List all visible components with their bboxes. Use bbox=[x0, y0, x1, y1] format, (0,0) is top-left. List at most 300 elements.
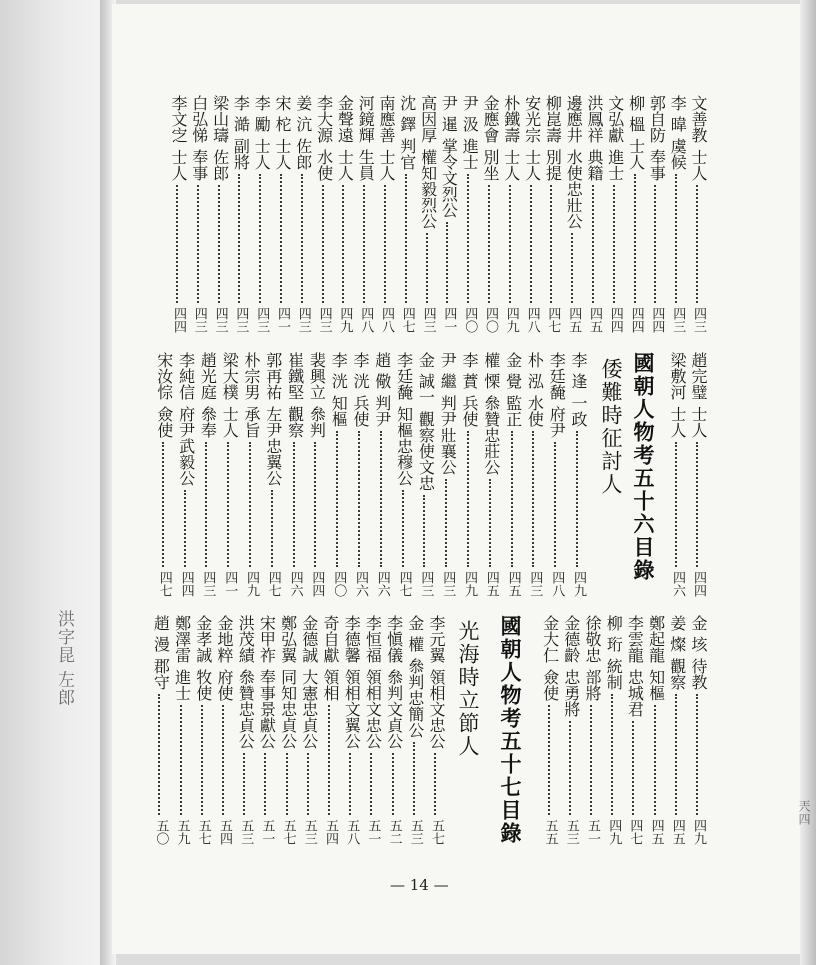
entry-title: 士人 bbox=[377, 149, 396, 181]
dot-leader bbox=[342, 185, 346, 303]
entry-page: 四五 bbox=[505, 571, 521, 597]
dot-leader bbox=[509, 185, 513, 303]
entry-page: 五二 bbox=[386, 819, 402, 845]
dot-leader bbox=[592, 185, 596, 303]
entry-name: 李 洸 bbox=[329, 352, 349, 390]
dot-leader bbox=[654, 705, 658, 815]
entry-title: 領相文忠公 bbox=[427, 669, 446, 749]
subheading-war-campaigners: 倭難時征討人 bbox=[599, 358, 623, 496]
toc-entry bbox=[239, 352, 263, 597]
entry-page: 四七 bbox=[627, 819, 643, 845]
entry-page: 四九 bbox=[571, 571, 586, 597]
entry-title: 水使忠壯公 bbox=[564, 149, 584, 229]
entry-page: 四三 bbox=[254, 307, 270, 333]
entry-name: 李純信 bbox=[176, 352, 196, 400]
dot-leader bbox=[205, 442, 209, 567]
entry-name: 朴 泓 bbox=[525, 352, 545, 390]
entry-page: 四五 bbox=[566, 307, 582, 333]
entry-name: 金 誠一 bbox=[416, 352, 436, 406]
entry-page: 四七 bbox=[265, 571, 281, 597]
entry-name: 郭自防 bbox=[647, 95, 667, 143]
entry-title: 監正 bbox=[503, 395, 523, 428]
entry-page: 五五 bbox=[542, 819, 558, 845]
dot-leader bbox=[696, 694, 700, 815]
heading-book-56: 國朝人物考五十六目錄 bbox=[631, 352, 655, 582]
dot-leader bbox=[634, 174, 638, 303]
entry-title: 叅判忠簡公 bbox=[405, 658, 425, 739]
entry-name: 裴興立 bbox=[307, 352, 327, 400]
dot-leader bbox=[675, 694, 679, 815]
toc-entry bbox=[152, 352, 176, 597]
entry-page: 四三 bbox=[200, 571, 216, 597]
entry-page: 五四 bbox=[217, 819, 232, 845]
dot-leader bbox=[293, 442, 297, 567]
entry-page: 四一 bbox=[222, 571, 238, 597]
entry-page: 五三 bbox=[407, 819, 423, 845]
entry-page: 四八 bbox=[524, 307, 540, 333]
entry-name: 梁敷河 bbox=[668, 352, 687, 400]
dot-leader bbox=[413, 742, 417, 815]
page-number: — 14 — bbox=[390, 876, 449, 894]
entry-page: 四三 bbox=[212, 307, 228, 333]
entry-title: 佐郎 bbox=[293, 138, 313, 171]
dot-leader bbox=[675, 174, 679, 303]
entry-page: 四七 bbox=[545, 307, 561, 333]
entry-name: 尹 暹 bbox=[439, 95, 459, 133]
entry-name: 沈 鐸 bbox=[397, 95, 417, 133]
entry-title: 一政 bbox=[569, 395, 588, 428]
entry-name: 金 權 bbox=[405, 615, 425, 653]
entry-page: 四三 bbox=[670, 307, 686, 333]
entry-title: 僉使 bbox=[154, 406, 174, 438]
entry-title: 叅奉 bbox=[198, 406, 218, 438]
entry-title: 領相 bbox=[321, 669, 340, 701]
entry-name: 柳 榲 bbox=[626, 95, 646, 133]
dot-leader bbox=[370, 753, 374, 815]
entry-name: 尹 繼 bbox=[438, 352, 458, 390]
entry-page: 四七 bbox=[399, 307, 415, 333]
entry-name: 奇自獻 bbox=[321, 615, 340, 663]
toc-entry bbox=[403, 615, 427, 845]
entry-name: 柳 珩 bbox=[604, 615, 624, 653]
dot-leader bbox=[423, 495, 427, 567]
entry-name: 李元翼 bbox=[427, 615, 446, 663]
entry-title: 士人 bbox=[335, 149, 355, 181]
entry-name: 金應會 bbox=[481, 95, 500, 143]
entry-name: 李大源 bbox=[314, 95, 334, 143]
entry-name: 宋甲祚 bbox=[257, 615, 277, 663]
entry-title: 忠勇將 bbox=[561, 669, 581, 717]
entry-name: 李 澔 bbox=[231, 95, 251, 133]
dot-leader bbox=[384, 185, 388, 303]
entry-title: 掌令文烈公 bbox=[439, 138, 459, 219]
toc-entry bbox=[580, 615, 604, 845]
entry-page: 四八 bbox=[549, 571, 565, 597]
entry-title: 典籍 bbox=[585, 149, 604, 181]
dot-leader bbox=[426, 233, 430, 303]
toc-entry bbox=[582, 95, 606, 333]
toc-entry bbox=[499, 95, 523, 333]
dot-leader bbox=[446, 222, 450, 303]
dot-leader bbox=[336, 431, 340, 567]
entry-page: 四三 bbox=[418, 571, 434, 597]
dot-leader bbox=[218, 185, 222, 303]
heading-book-57: 國朝人物考五十七目錄 bbox=[498, 615, 522, 845]
toc-entry bbox=[276, 615, 300, 845]
toc-entry bbox=[318, 615, 342, 845]
dot-leader bbox=[307, 753, 311, 815]
entry-title: 兵使 bbox=[460, 395, 479, 428]
toc-entry bbox=[479, 352, 503, 597]
subheading-gwanghae-loyalists: 光海時立節人 bbox=[456, 620, 480, 758]
entry-name: 洪茂績 bbox=[236, 615, 256, 663]
entry-title: 待教 bbox=[689, 658, 708, 691]
dot-leader bbox=[434, 753, 438, 815]
entry-title: 左尹忠翼公 bbox=[263, 406, 283, 486]
toc-entry bbox=[540, 95, 564, 333]
entry-name: 高因厚 bbox=[418, 95, 438, 143]
toc-entry bbox=[436, 95, 460, 333]
entry-page: 四七 bbox=[156, 571, 172, 597]
dot-leader bbox=[654, 185, 658, 303]
entry-title: 叅贊忠貞公 bbox=[236, 669, 256, 749]
toc-entry bbox=[644, 615, 668, 845]
entry-title: 府尹武毅公 bbox=[176, 406, 196, 486]
dot-leader bbox=[571, 233, 575, 303]
entry-name: 金德齡 bbox=[561, 615, 581, 663]
dot-leader bbox=[489, 479, 493, 567]
dot-leader bbox=[184, 490, 188, 567]
entry-page: 四四 bbox=[171, 307, 186, 333]
entry-page: 四九 bbox=[337, 307, 353, 333]
entry-name: 李 勵 bbox=[252, 95, 272, 133]
toc-entry bbox=[174, 352, 198, 597]
dot-leader bbox=[569, 721, 573, 815]
entry-name: 李 暐 bbox=[668, 95, 688, 133]
dot-leader bbox=[358, 431, 362, 567]
dot-leader bbox=[222, 705, 226, 815]
entry-title: 統制 bbox=[604, 658, 624, 691]
entry-title: 觀察使文忠 bbox=[416, 411, 436, 492]
entry-page: 四六 bbox=[374, 571, 390, 597]
dot-leader bbox=[530, 185, 534, 303]
entry-page: 四八 bbox=[379, 307, 394, 333]
entry-name: 姜 沆 bbox=[293, 95, 313, 133]
entry-title: 士人 bbox=[522, 149, 542, 181]
toc-entry bbox=[622, 615, 646, 845]
dot-leader bbox=[696, 185, 700, 303]
entry-title: 士人 bbox=[668, 406, 687, 438]
entry-title: 權知毅烈公 bbox=[418, 149, 438, 229]
entry-page: 四五 bbox=[669, 819, 685, 845]
toc-entry bbox=[228, 95, 252, 333]
dot-leader bbox=[590, 705, 594, 815]
entry-title: 叅贊忠莊公 bbox=[481, 395, 501, 476]
entry-title: 知樞 bbox=[646, 669, 666, 701]
entry-name: 李廷馣 bbox=[547, 352, 567, 400]
toc-entry bbox=[187, 95, 211, 333]
entry-name: 安光宗 bbox=[522, 95, 542, 143]
entry-name: 李愼儀 bbox=[384, 615, 404, 663]
dot-leader bbox=[550, 185, 554, 303]
toc-entry bbox=[624, 95, 648, 333]
dot-leader bbox=[271, 490, 275, 567]
dot-leader bbox=[554, 442, 558, 567]
toc-entry bbox=[254, 615, 278, 845]
entry-page: 四九 bbox=[691, 819, 706, 845]
entry-page: 四三 bbox=[191, 307, 207, 333]
toc-entry bbox=[348, 352, 372, 597]
dot-leader bbox=[264, 753, 268, 815]
entry-name: 徐敬忠 bbox=[583, 615, 602, 663]
dot-leader bbox=[392, 753, 396, 815]
entry-page: 五三 bbox=[301, 819, 317, 845]
entry-title: 士人 bbox=[626, 138, 646, 171]
entry-title: 水使 bbox=[314, 149, 334, 181]
dot-leader bbox=[301, 174, 305, 303]
toc-entry bbox=[353, 95, 377, 333]
dot-leader bbox=[162, 442, 166, 567]
entry-name: 金孝誠 bbox=[193, 615, 213, 663]
entry-name: 趙完璧 bbox=[689, 352, 708, 400]
entry-page: 四九 bbox=[606, 819, 622, 845]
toc-entry bbox=[360, 615, 384, 845]
entry-name: 金德誠 bbox=[299, 615, 319, 663]
entry-page: 四八 bbox=[358, 307, 374, 333]
dot-leader bbox=[611, 694, 615, 815]
toc-entry bbox=[520, 95, 544, 333]
dot-leader bbox=[511, 431, 515, 567]
entry-title: 判官 bbox=[397, 138, 417, 171]
toc-entry bbox=[297, 615, 321, 845]
entry-page: 四三 bbox=[440, 571, 456, 597]
entry-page: 四三 bbox=[527, 571, 543, 597]
entry-title: 叅判文貞公 bbox=[384, 669, 404, 749]
entry-name: 南應善 bbox=[377, 95, 396, 143]
entry-name: 李德馨 bbox=[342, 615, 362, 663]
entry-page: 四〇 bbox=[462, 307, 478, 333]
entry-title: 判尹 bbox=[372, 395, 392, 428]
toc-entry bbox=[270, 95, 294, 333]
entry-title: 叅判 bbox=[307, 406, 327, 438]
entry-page: 四一 bbox=[275, 307, 290, 333]
toc-entry bbox=[170, 615, 194, 845]
dot-leader bbox=[322, 185, 326, 303]
dot-leader bbox=[402, 490, 406, 567]
entry-page: 四〇 bbox=[331, 571, 347, 597]
entry-title: 副將 bbox=[231, 138, 251, 171]
toc-entry bbox=[644, 95, 668, 333]
toc-entry bbox=[457, 352, 481, 597]
entry-title: 判尹壯襄公 bbox=[438, 395, 458, 476]
entry-title: 別坐 bbox=[481, 149, 500, 181]
toc-entry bbox=[538, 615, 562, 845]
entry-page: 四六 bbox=[287, 571, 303, 597]
toc-entry bbox=[424, 615, 448, 845]
dot-leader bbox=[532, 431, 536, 567]
toc-entry bbox=[261, 352, 285, 597]
entry-name: 鄭弘翼 bbox=[278, 615, 298, 663]
entry-title: 別提 bbox=[543, 149, 563, 181]
entry-title: 府尹 bbox=[547, 406, 567, 438]
entry-title: 進士 bbox=[460, 138, 480, 171]
toc-entry bbox=[665, 95, 689, 333]
toc-entry bbox=[382, 615, 406, 845]
dot-leader bbox=[696, 442, 700, 567]
toc-entry bbox=[544, 352, 568, 597]
toc-entry bbox=[208, 95, 232, 333]
dot-leader bbox=[675, 442, 679, 567]
entry-name: 趙 漫 bbox=[151, 615, 171, 653]
dot-leader bbox=[238, 174, 242, 303]
entry-page: 五三 bbox=[563, 819, 579, 845]
entry-name: 金地粹 bbox=[215, 615, 234, 663]
entry-name: 崔鐵堅 bbox=[285, 352, 305, 400]
dot-leader bbox=[243, 753, 247, 815]
dot-leader bbox=[445, 479, 449, 567]
entry-title: 領相文翼公 bbox=[342, 669, 362, 749]
dot-leader bbox=[314, 442, 318, 567]
entry-name: 趙 儆 bbox=[372, 352, 392, 390]
entry-title: 士人 bbox=[501, 149, 521, 181]
dot-leader bbox=[249, 442, 253, 567]
entry-page: 四九 bbox=[503, 307, 519, 333]
entry-page: 四六 bbox=[670, 571, 685, 597]
entry-title: 佐郎 bbox=[210, 149, 230, 181]
entry-page: 四四 bbox=[691, 571, 706, 597]
toc-entry bbox=[478, 95, 502, 333]
entry-page: 四九 bbox=[462, 571, 477, 597]
entry-title: 觀察 bbox=[285, 406, 305, 438]
entry-name: 李雲龍 bbox=[625, 615, 645, 663]
toc-entry bbox=[332, 95, 356, 333]
toc-entry bbox=[522, 352, 546, 597]
toc-entry bbox=[283, 352, 307, 597]
entry-title: 承旨 bbox=[242, 406, 261, 438]
toc-entry bbox=[686, 615, 710, 845]
toc-entry bbox=[304, 352, 328, 597]
entry-title: 生員 bbox=[356, 149, 376, 181]
entry-page: 四四 bbox=[649, 307, 665, 333]
dot-leader bbox=[227, 442, 231, 567]
entry-title: 虞候 bbox=[668, 138, 688, 171]
dot-leader bbox=[259, 174, 263, 303]
entry-page: 五一 bbox=[259, 819, 275, 845]
entry-name: 文弘獻 bbox=[605, 95, 625, 143]
entry-name: 梁山璹 bbox=[210, 95, 230, 143]
toc-entry bbox=[686, 352, 710, 597]
entry-title: 士人 bbox=[689, 406, 708, 438]
dot-leader bbox=[197, 185, 201, 303]
entry-name: 鄭澤雷 bbox=[172, 615, 192, 663]
entry-name: 柳崑壽 bbox=[543, 95, 563, 143]
entry-title: 奉事 bbox=[189, 149, 209, 181]
entry-page: 五七 bbox=[280, 819, 296, 845]
toc-entry bbox=[233, 615, 257, 845]
toc-entry bbox=[561, 95, 585, 333]
entry-name: 尹 汲 bbox=[460, 95, 480, 133]
entry-name: 金大仁 bbox=[540, 615, 560, 663]
entry-name: 金聲遠 bbox=[335, 95, 355, 143]
entry-title: 觀察 bbox=[667, 658, 687, 691]
left-page-edge bbox=[0, 0, 112, 965]
entry-page: 四三 bbox=[233, 307, 249, 333]
entry-page: 五〇 bbox=[153, 819, 169, 845]
dot-leader bbox=[467, 431, 471, 567]
toc-entry bbox=[686, 95, 710, 333]
entry-name: 朴鐵壽 bbox=[501, 95, 521, 143]
entry-title: 僉使 bbox=[540, 669, 560, 701]
entry-title: 部將 bbox=[583, 669, 602, 701]
dot-leader bbox=[158, 694, 162, 815]
entry-name: 李恒福 bbox=[363, 615, 383, 663]
entry-page: 四五 bbox=[483, 571, 499, 597]
entry-name: 邊應井 bbox=[564, 95, 584, 143]
right-edge-bleed-text: 兲四 bbox=[797, 800, 811, 826]
toc-entry bbox=[665, 352, 689, 597]
entry-page: 五四 bbox=[323, 819, 338, 845]
dot-leader bbox=[180, 705, 184, 815]
dot-leader bbox=[548, 705, 552, 815]
dot-leader bbox=[488, 185, 492, 303]
entry-title: 士人 bbox=[273, 138, 292, 171]
entry-page: 四三 bbox=[420, 307, 436, 333]
dot-leader bbox=[467, 174, 471, 303]
dot-leader bbox=[576, 431, 580, 567]
entry-page: 四九 bbox=[244, 571, 259, 597]
entry-name: 金 覺 bbox=[503, 352, 523, 390]
dot-leader bbox=[328, 705, 332, 815]
entry-page: 四三 bbox=[295, 307, 311, 333]
entry-page: 四四 bbox=[607, 307, 623, 333]
toc-entry bbox=[374, 95, 398, 333]
entry-page: 四三 bbox=[316, 307, 332, 333]
entry-name: 姜 燦 bbox=[667, 615, 687, 653]
toc-entry bbox=[392, 352, 416, 597]
entry-title: 領相文忠公 bbox=[363, 669, 383, 749]
entry-name: 宋汝悰 bbox=[154, 352, 174, 400]
entry-page: 五九 bbox=[174, 819, 190, 845]
entry-name: 河鏡輝 bbox=[356, 95, 376, 143]
entry-page: 四四 bbox=[309, 571, 325, 597]
entry-page: 四五 bbox=[648, 819, 664, 845]
entry-title: 水使 bbox=[525, 395, 545, 428]
toc-entry bbox=[566, 352, 590, 597]
dot-leader bbox=[176, 185, 180, 303]
entry-title: 士人 bbox=[689, 149, 708, 181]
entry-page: 四一 bbox=[441, 307, 457, 333]
entry-page: 五七 bbox=[429, 819, 444, 845]
entry-page: 五七 bbox=[195, 819, 211, 845]
entry-title: 進士 bbox=[605, 149, 625, 181]
entry-page: 四〇 bbox=[483, 307, 498, 333]
entry-name: 宋 柁 bbox=[273, 95, 292, 133]
entry-page: 五八 bbox=[344, 819, 360, 845]
toc-entry bbox=[416, 95, 440, 333]
entry-title: 奉事 bbox=[647, 149, 667, 181]
entry-title: 郡守 bbox=[151, 658, 171, 691]
dot-leader bbox=[363, 185, 367, 303]
toc-entry bbox=[665, 615, 689, 845]
entry-name: 李 洸 bbox=[351, 352, 370, 390]
entry-title: 府使 bbox=[215, 669, 234, 701]
entry-title: 牧使 bbox=[193, 669, 213, 701]
left-page-bleed-text: 洪字昆 左郎 bbox=[54, 610, 74, 707]
entry-page: 四五 bbox=[587, 307, 602, 333]
toc-entry bbox=[501, 352, 525, 597]
toc-entry bbox=[413, 352, 437, 597]
entry-title: 士人 bbox=[252, 138, 272, 171]
